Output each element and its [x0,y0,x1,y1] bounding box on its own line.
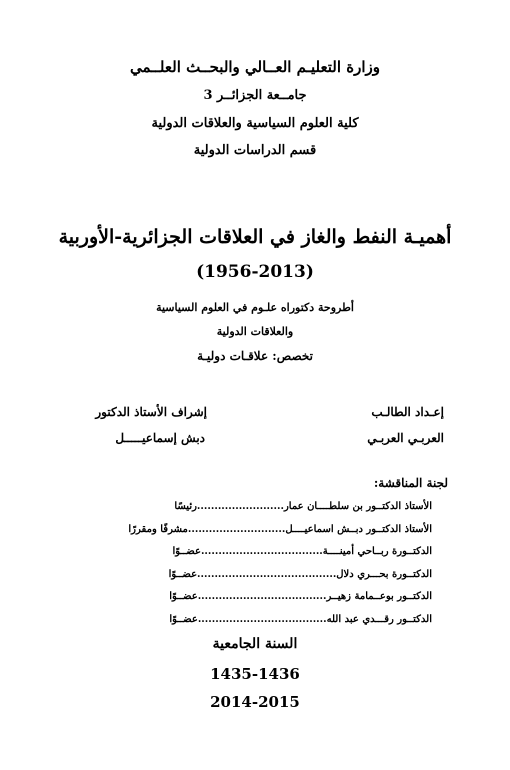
ministry-name: وزارة التعليـم العــالي والبحــث العلــمي [129,58,381,76]
thesis-specialization: تخصص: علاقـات دوليـة [197,349,313,363]
committee-member: الدكتــورة ربــاحي أمينــــة...................................عضــوًا [172,546,432,557]
university-name: جامــعة الجزائــر 3 [203,88,307,103]
academic-year-gregorian: 2014-2015 [210,693,300,711]
thesis-degree-line-2: والعلاقات الدولية [216,325,294,338]
academic-year-hijri: 1435-1436 [210,665,300,683]
committee-title: لجنة المناقشة: [373,476,448,490]
committee-member: الدكتــور بوعــمامة زهيــر.....................................عضــوًا [169,591,432,602]
committee-member: الدكتــور رقـــدي عبد الله.....................................عضــوًا [169,613,432,625]
student-label: إعـداد الطالـب [371,405,444,419]
department-name: قسم الدراسات الدولية [193,143,317,158]
thesis-period: (1956-2013) [196,262,314,282]
committee-member: الأستاذ الدكتــور دبــش اسماعيــــل............................مشرفًا ومقررًا [128,523,432,535]
committee-member: الأستاذ الدكتــور بن سلطــــان عمار.........................رئيسًا [174,501,432,512]
student-name: العربـي العربـي [367,431,444,445]
thesis-degree-line-1: أطروحة دكتوراه علـوم في العلوم السياسية [156,301,354,314]
academic-year-label: السنة الجامعية [212,636,298,652]
supervisor-name: دبش إسماعيـــــل [115,431,205,445]
faculty-name: كلية العلوم السياسية والعلاقات الدولية [151,116,359,131]
committee-list [112,496,432,631]
committee-member: الدكتــورة بحـــري دلال........................................عضــوًا [168,568,432,580]
supervisor-label: إشراف الأستاذ الدكتور [95,405,207,419]
thesis-title: أهميـة النفط والغاز في العلاقات الجزائرية-الأوربية [58,226,452,248]
